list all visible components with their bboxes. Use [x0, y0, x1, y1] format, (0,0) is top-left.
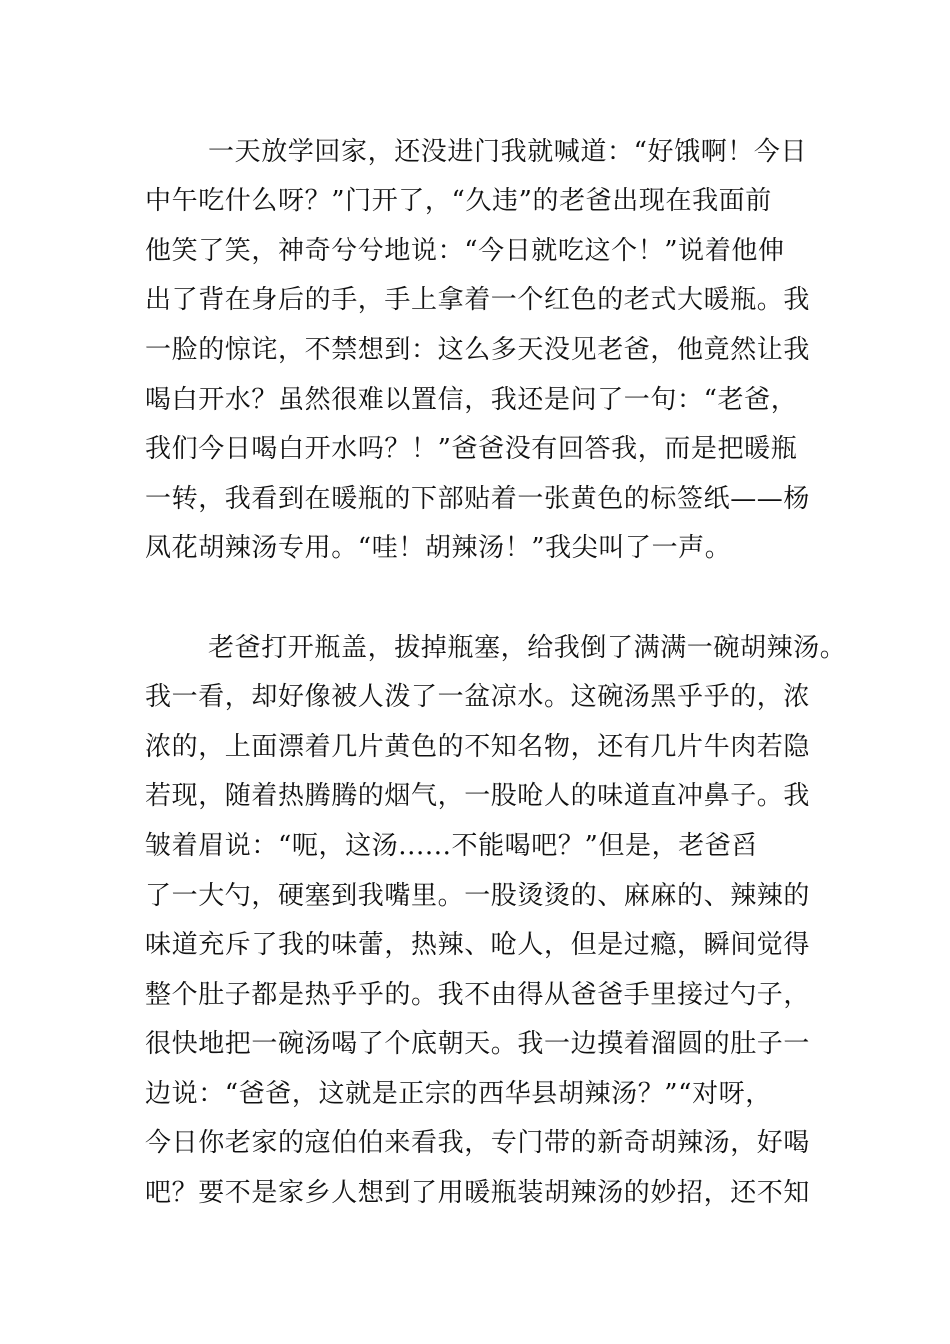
text-line: 一天放学回家，还没进门我就喊道：“好饿啊！今日	[208, 137, 808, 167]
text-line: 老爸打开瓶盖，拔掉瓶塞，给我倒了满满一碗胡辣汤。	[208, 633, 847, 663]
text-line: 出了背在身后的手，手上拿着一个红色的老式大暖瓶。我	[145, 285, 811, 315]
text-line: 喝白开水？虽然很难以置信，我还是问了一句：“老爸，	[145, 385, 798, 415]
text-line: 吧？要不是家乡人想到了用暖瓶装胡辣汤的妙招，还不知	[145, 1178, 811, 1208]
text-line: 他笑了笑，神奇兮兮地说：“今日就吃这个！”说着他伸	[145, 236, 785, 266]
text-line: 一脸的惊诧，不禁想到：这么多天没见老爸，他竟然让我	[145, 335, 811, 365]
text-line: 我们今日喝白开水吗？！”爸爸没有回答我，而是把暖瓶	[145, 434, 798, 464]
text-line: 很快地把一碗汤喝了个底朝天。我一边摸着溜圆的肚子一	[145, 1029, 811, 1059]
text-line: 凤花胡辣汤专用。“哇！胡辣汤！”我尖叫了一声。	[145, 533, 732, 563]
text-line: 味道充斥了我的味蕾，热辣、呛人，但是过瘾，瞬间觉得	[145, 930, 811, 960]
text-line: 中午吃什么呀？”门开了，“久违”的老爸出现在我面前	[145, 186, 772, 216]
text-line: 浓的，上面漂着几片黄色的不知名物，还有几片牛肉若隐	[145, 732, 811, 762]
text-line: 今日你老家的寇伯伯来看我，专门带的新奇胡辣汤，好喝	[145, 1128, 811, 1158]
text-line: 皱着眉说：“呃，这汤......不能喝吧？”但是，老爸舀	[145, 831, 758, 861]
text-line: 一转，我看到在暖瓶的下部贴着一张黄色的标签纸——杨	[145, 484, 811, 514]
text-line: 我一看，却好像被人泼了一盆凉水。这碗汤黑乎乎的，浓	[145, 682, 811, 712]
text-line: 了一大勺，硬塞到我嘴里。一股烫烫的、麻麻的、辣辣的	[145, 881, 811, 911]
text-line: 若现，随着热腾腾的烟气，一股呛人的味道直冲鼻子。我	[145, 781, 811, 811]
text-line: 整个肚子都是热乎乎的。我不由得从爸爸手里接过勺子，	[145, 980, 811, 1010]
text-line: 边说：“爸爸，这就是正宗的西华县胡辣汤？”“对呀，	[145, 1079, 772, 1109]
